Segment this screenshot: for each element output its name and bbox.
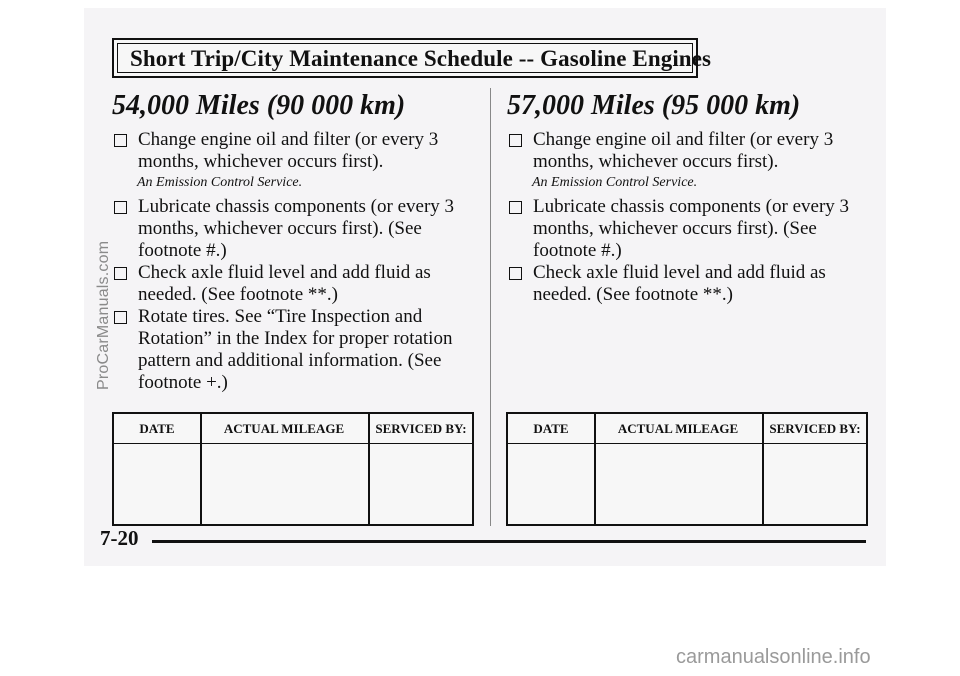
column-header-serviced-by: SERVICED BY: — [769, 421, 861, 436]
site-footer-text: carmanualsonline.info — [676, 646, 871, 668]
checkbox-icon[interactable] — [114, 201, 127, 214]
checkbox-icon[interactable] — [114, 311, 127, 324]
item-text: Change engine oil and filter (or every 3 months, whichever occurs first). — [533, 129, 834, 172]
right-item-lubricate[interactable] — [508, 196, 858, 262]
checkbox-icon[interactable] — [509, 201, 522, 214]
checkbox-icon[interactable] — [509, 267, 522, 280]
left-item-rotate[interactable] — [113, 306, 475, 394]
right-emission-note: An Emission Control Service. — [532, 175, 698, 190]
watermark-text: ProCarManuals.com — [95, 240, 112, 390]
item-text: Check axle fluid level and add fluid as needed. (See footnote **.) — [138, 262, 431, 305]
page-title: Short Trip/City Maintenance Schedule -- Gasoline Engines — [130, 46, 712, 71]
column-header-mileage: ACTUAL MILEAGE — [617, 421, 739, 436]
item-text: Lubricate chassis components (or every 3 months, whichever occurs first). (See footnote #.) — [138, 196, 455, 261]
left-item-axle[interactable] — [113, 262, 463, 306]
left-section-title: 54,000 Miles (90 000 km) — [112, 90, 406, 121]
schedule-header — [112, 38, 712, 78]
left-emission-note: An Emission Control Service. — [137, 175, 303, 190]
item-text: Lubricate chassis components (or every 3 months, whichever occurs first). (See footnote #.) — [533, 196, 850, 261]
item-text: Change engine oil and filter (or every 3 months, whichever occurs first). — [138, 129, 439, 172]
checkbox-icon[interactable] — [114, 134, 127, 147]
column-divider — [490, 88, 491, 526]
item-text: Rotate tires. See “Tire Inspection and Rotation” in the Index for proper rotation pattern and additional information. (See footnote +.) — [138, 306, 453, 393]
column-header-date: DATE — [139, 421, 175, 436]
footer-rule — [152, 540, 866, 543]
checkbox-icon[interactable] — [114, 267, 127, 280]
left-item-lubricate[interactable] — [113, 196, 463, 262]
table-divider — [594, 414, 596, 524]
column-header-serviced-by: SERVICED BY: — [375, 421, 467, 436]
column-header-date: DATE — [533, 421, 569, 436]
left-item-oil[interactable] — [113, 129, 463, 173]
table-divider — [762, 414, 764, 524]
page-number: 7-20 — [100, 526, 139, 550]
right-section-title: 57,000 Miles (95 000 km) — [507, 90, 801, 121]
right-item-oil[interactable] — [508, 129, 858, 173]
column-header-mileage: ACTUAL MILEAGE — [223, 421, 345, 436]
right-item-axle[interactable] — [508, 262, 858, 306]
table-divider — [200, 414, 202, 524]
left-service-log-table — [112, 412, 474, 526]
table-divider — [368, 414, 370, 524]
right-service-log-table — [506, 412, 868, 526]
item-text: Check axle fluid level and add fluid as needed. (See footnote **.) — [533, 262, 826, 305]
checkbox-icon[interactable] — [509, 134, 522, 147]
